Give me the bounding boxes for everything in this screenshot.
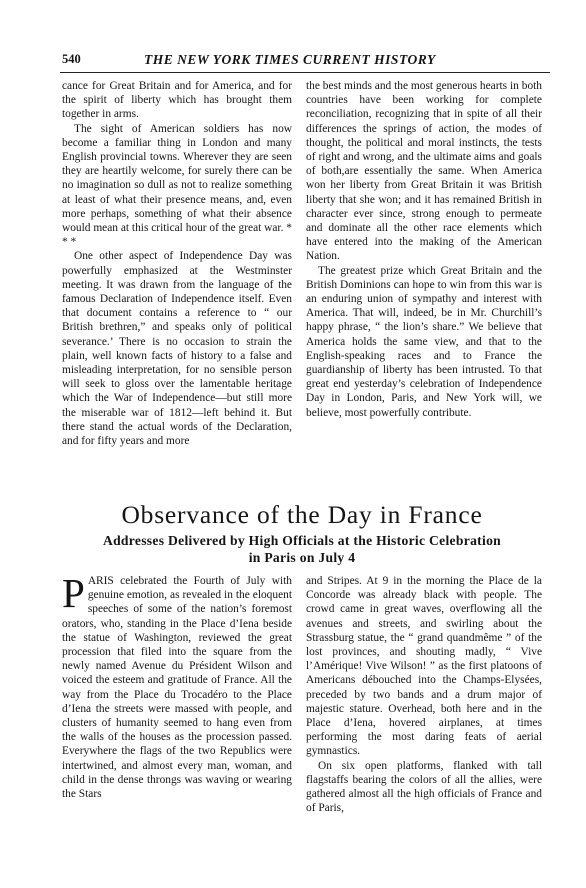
lead-paragraph	[62, 570, 292, 801]
paragraph: the best minds and the most generous hearts in both countries have been working for complete reconciliation, recognizing that in spite of all their differences the springs of action, the modes of thought, the political and moral instincts, the tests of right and wrong, and the ultimate aims and goals of both,are essentially the same. When America won her liberty from Great Britain it was British liberty that she won; and it has remained British in character ever since, strong enough to permeate and dominate all the other race elements which have entered into the making of the American Nation.	[306, 80, 542, 263]
paragraph: and Stripes. At 9 in the morning the Place de la Concorde was already black with people. The crowd came in great waves, overflowing all the avenues and streets, and swirling about the Strassburg statue, the “ grand quandmême ” of the lost provinces, and shouting madly, “ Vive l’Amérique! Vive Wilson! ” as the first platoons of Americans débouched into the Champs-Elysées, preceded by two bands and a drum major of majestic stature. Overhead, both here and in the Place d’Iena, hovered airplanes, at times performing the most daring feats of aerial gymnastics.	[306, 575, 542, 758]
paragraph: One other aspect of Independence Day was powerfully emphasized at the Westminster meeting. It was drawn from the language of the famous Declaration of Independence itself. Even that document contains a reference to “ our British brethren,” and speaks only of political severance.’ There is no occasion to strain the plain, well known facts of history to a false and misleading interpretation, for no sensible person will seek to gloss over the lamentable heritage which the War of Independence—but still more the miserable war of 1812—left behind it. But there stand the actual words of the Declaration, and for fifty years and more	[62, 250, 292, 448]
paragraph: The greatest prize which Great Britain and the British Dominions can hope to win from this war is an enduring union of sympathy and interest with America. That will, indeed, be in Mr. Churchill’s happy phrase, “ the lion’s share.” We believe that America holds the same view, and that to the English-speaking races and to France the guardianship of liberty has been intrusted. To that great end yesterday’s celebration of Independence Day in London, Paris, and New York will, we believe, most powerfully contribute.	[306, 264, 542, 419]
page-number: 540	[62, 52, 81, 66]
article-title: Observance of the Day in France	[121, 500, 483, 529]
drop-cap: P	[62, 570, 85, 616]
top-left-column	[62, 79, 292, 448]
page-header	[48, 52, 548, 70]
paragraph: The sight of American soldiers has now become a familiar thing in London and many English provincial towns. Wherever they are seen they are heartily welcome, for surely there can be no imagination so dull as not to realize something at least of what their presence means, and, even more perhaps, something of what their absence would mean at this critical hour of the great war. * * *	[62, 122, 292, 249]
article-subtitle	[60, 532, 544, 566]
header-rule	[60, 72, 550, 73]
subtitle-line-1: Addresses Delivered by High Officials at the Historic Celebration	[102, 533, 502, 548]
bottom-left-column	[62, 570, 292, 801]
running-title: THE NEW YORK TIMES CURRENT HISTORY	[144, 52, 436, 67]
bottom-right-column	[306, 574, 542, 815]
subtitle-line-2: in Paris on July 4	[248, 550, 356, 565]
top-right-column	[306, 79, 542, 420]
paragraph: On six open platforms, flanked with tall flagstaffs bearing the colors of all the allies, were gathered almost all the high officials of France and of Paris,	[306, 759, 542, 815]
paragraph: cance for Great Britain and for America, and for the spirit of liberty which has brought them together in arms.	[62, 80, 292, 121]
lead-text: ARIS celebrated the Fourth of July with genuine emotion, as revealed in the eloquent speeches of some of the nation’s foremost orators, who, standing in the Place d’Iena beside the statue of Washington, reviewed the great procession that filed into the square from the newly named Avenue du Président Wilson and voiced the esteem and gratitude of France. All the way from the Place du Trocadéro to the Place d’Iena the streets were massed with people, and clusters of humanity seemed to hang even from the walls of the houses as the procession passed. Everywhere the flags of the two Republics were intertwined, and almost every man, woman, and child in the dense throngs was waving or wearing the Stars	[62, 575, 292, 801]
